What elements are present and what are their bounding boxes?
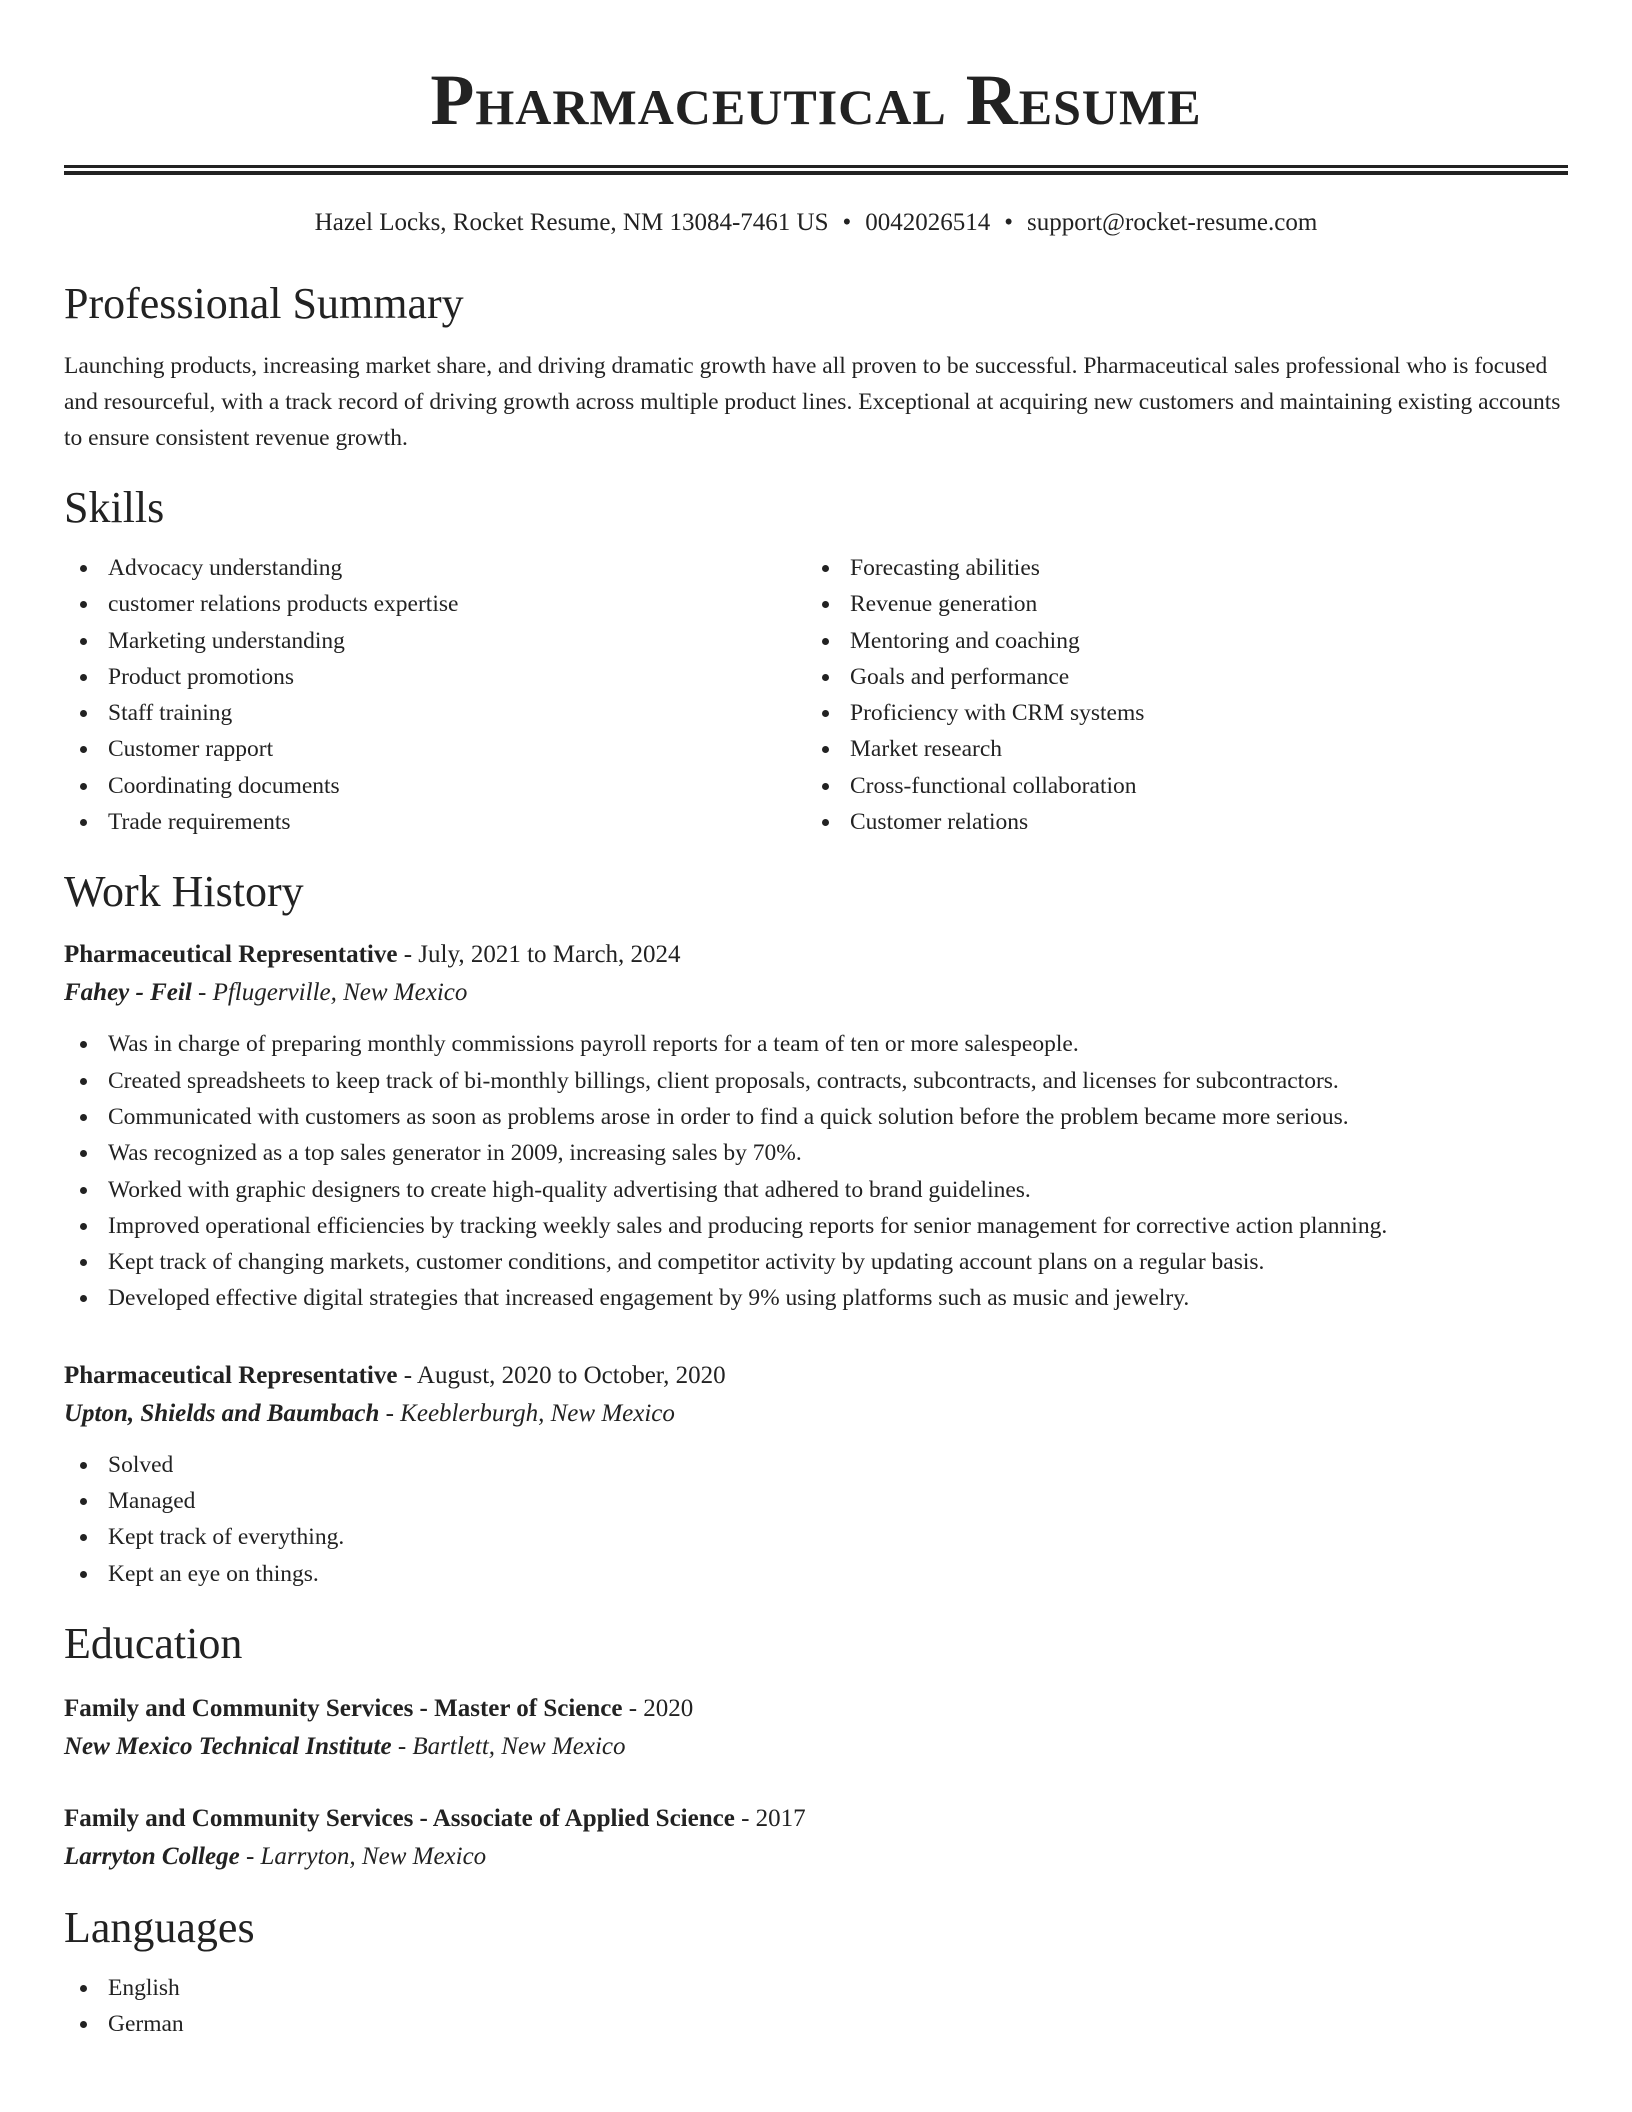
skill-item: Revenue generation <box>806 586 1568 622</box>
education-entry <box>64 1690 1568 1766</box>
contact-line <box>64 208 1568 238</box>
contact-phone: 0042026514 <box>865 209 991 236</box>
summary-text: Launching products, increasing market share, and driving dramatic growth have all proven to be successful. Pharmaceutical sales professional who is focused and resourceful, with a track record of driving growth across multiple product lines. Exceptional at acquiring new customers and maintaining existing accounts to ensure consistent revenue growth. <box>64 353 1561 451</box>
languages-list <box>64 1970 1568 2043</box>
contact-email: support@rocket-resume.com <box>1027 209 1318 236</box>
skills-grid <box>64 550 1568 840</box>
job-title-line <box>64 936 1568 974</box>
job-bullets <box>64 1026 1568 1316</box>
section-heading-work-history: Work History <box>64 867 304 917</box>
skill-item: customer relations products expertise <box>64 586 806 622</box>
skill-item: Customer relations <box>806 804 1568 840</box>
title-divider <box>64 165 1568 175</box>
skill-item: Staff training <box>64 695 806 731</box>
job-bullet: Developed effective digital strategies that increased engagement by 9% using platforms such as music and jewelry. <box>64 1280 1568 1316</box>
job-location: - Pflugerville, New Mexico <box>191 979 468 1007</box>
degree-year: - 2020 <box>622 1694 694 1722</box>
degree-line <box>64 1690 1568 1728</box>
skill-item: Goals and performance <box>806 659 1568 695</box>
job-entry <box>64 1357 1568 1592</box>
degree: Family and Community Services - Master of Science <box>64 1694 623 1722</box>
job-bullet: Kept an eye on things. <box>64 1556 1568 1592</box>
school-location: - Larryton, New Mexico <box>239 1842 487 1870</box>
language-item: English <box>64 1970 1568 2006</box>
job-bullet: Created spreadsheets to keep track of bi-monthly billings, client proposals, contracts, subcontracts, and licenses for subcontractors. <box>64 1063 1568 1099</box>
skill-item: Product promotions <box>64 659 806 695</box>
skill-item: Forecasting abilities <box>806 550 1568 586</box>
job-bullet: Kept track of everything. <box>64 1519 1568 1555</box>
school-location: - Bartlett, New Mexico <box>391 1732 626 1760</box>
section-heading-summary: Professional Summary <box>64 279 464 328</box>
school: Larryton College <box>64 1842 240 1870</box>
skills-column-right <box>806 550 1568 840</box>
education-entry <box>64 1800 1568 1876</box>
school-line <box>64 1728 1568 1766</box>
job-bullet: Solved <box>64 1447 1568 1483</box>
school-line <box>64 1838 1568 1876</box>
contact-address: Hazel Locks, Rocket Resume, NM 13084-7461 US <box>314 209 829 236</box>
skill-item: Proficiency with CRM systems <box>806 695 1568 731</box>
job-bullet: Communicated with customers as soon as problems arose in order to find a quick solution before the problem became more serious. <box>64 1099 1568 1135</box>
skill-item: Marketing understanding <box>64 623 806 659</box>
degree-line <box>64 1800 1568 1838</box>
contact-separator: • <box>1004 209 1014 236</box>
job-entry <box>64 936 1568 1316</box>
skill-item: Market research <box>806 731 1568 767</box>
section-heading-education: Education <box>64 1618 243 1668</box>
job-company: Upton, Shields and Baumbach <box>64 1399 380 1427</box>
skills-column-left <box>64 550 806 840</box>
job-dates: - July, 2021 to March, 2024 <box>397 941 681 969</box>
job-title-line <box>64 1357 1568 1395</box>
skill-item: Coordinating documents <box>64 768 806 804</box>
job-bullet: Worked with graphic designers to create high-quality advertising that adhered to brand guidelines. <box>64 1172 1568 1208</box>
job-title: Pharmaceutical Representative <box>64 1361 398 1389</box>
job-title: Pharmaceutical Representative <box>64 941 398 969</box>
degree: Family and Community Services - Associate of Applied Science <box>64 1804 735 1832</box>
degree-year: - 2017 <box>734 1804 806 1832</box>
contact-separator: • <box>842 209 852 236</box>
job-bullet: Kept track of changing markets, customer conditions, and competitor activity by updating account plans on a regular basis. <box>64 1244 1568 1280</box>
job-company-line <box>64 1395 1568 1433</box>
skill-item: Customer rapport <box>64 731 806 767</box>
job-bullet: Improved operational efficiencies by tracking weekly sales and producing reports for senior management for corrective action planning. <box>64 1208 1568 1244</box>
language-item: German <box>64 2006 1568 2042</box>
skill-item: Advocacy understanding <box>64 550 806 586</box>
job-bullet: Was recognized as a top sales generator in 2009, increasing sales by 70%. <box>64 1135 1568 1171</box>
job-bullets <box>64 1447 1568 1592</box>
job-company: Fahey - Feil <box>64 979 192 1007</box>
school: New Mexico Technical Institute <box>64 1732 392 1760</box>
skill-item: Trade requirements <box>64 804 806 840</box>
job-location: - Keeblerburgh, New Mexico <box>379 1399 675 1427</box>
skill-item: Cross-functional collaboration <box>806 768 1568 804</box>
job-dates: - August, 2020 to October, 2020 <box>397 1361 726 1389</box>
section-heading-skills: Skills <box>64 483 165 532</box>
job-company-line <box>64 974 1568 1012</box>
job-bullet: Managed <box>64 1483 1568 1519</box>
resume-title: Pharmaceutical Resume <box>430 60 1202 140</box>
skill-item: Mentoring and coaching <box>806 623 1568 659</box>
job-bullet: Was in charge of preparing monthly commissions payroll reports for a team of ten or more salespeople. <box>64 1026 1568 1062</box>
section-heading-languages: Languages <box>64 1902 255 1952</box>
